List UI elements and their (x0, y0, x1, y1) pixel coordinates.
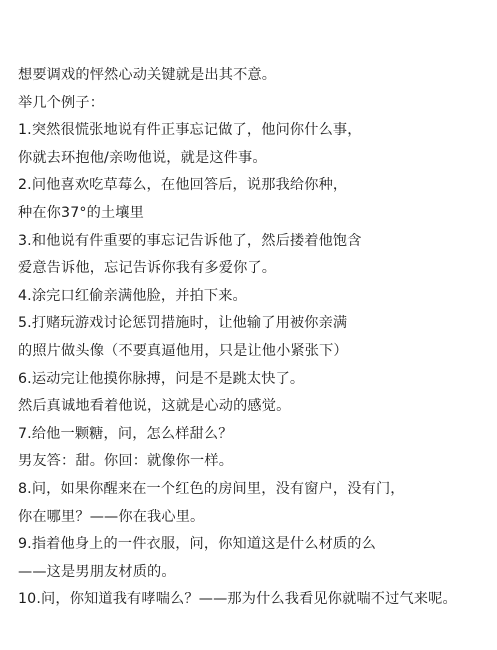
text-line-item-4: 4.涂完口红偷亲满他脸，并拍下来。 (18, 287, 247, 304)
text-line-item-9-cont: ——这是男朋友材质的。 (18, 563, 176, 580)
text-line-item-1: 1.突然很慌张地说有件正事忘记做了，他问你什么事， (18, 122, 362, 139)
text-line-item-1-cont: 你就去环抱他/亲吻他说，就是这件事。 (18, 149, 267, 166)
text-line-item-5-cont: 的照片做头像（不要真逼他用，只是让他小紧张下） (18, 342, 348, 359)
text-line-item-9: 9.指着他身上的一件衣服，问，你知道这是什么材质的么 (18, 536, 376, 553)
text-line-item-7-cont: 男友答：甜。你回：就像你一样。 (18, 453, 234, 470)
text-line-item-6-cont: 然后真诚地看着他说，这就是心动的感觉。 (18, 398, 291, 415)
text-line-item-2-cont: 种在你37°的土壤里 (18, 204, 144, 221)
text-line-intro: 想要调戏的怦然心动关键就是出其不意。 (18, 67, 277, 83)
text-line-item-7: 7.给他一颗糖，问，怎么样甜么？ (18, 425, 233, 442)
text-line-item-6: 6.运动完让他摸你脉搏，问是不是跳太快了。 (18, 370, 305, 387)
document-body (18, 62, 488, 614)
text-line-item-10: 10.问，你知道我有哮喘么？——那为什么我看见你就喘不过气来呢。 (18, 591, 457, 608)
text-line-item-8: 8.问，如果你醒来在一个红色的房间里，没有窗户，没有门， (18, 480, 405, 497)
text-line-item-8-cont: 你在哪里？——你在我心里。 (18, 508, 205, 525)
text-line-item-2: 2.问他喜欢吃草莓么，在他回答后，说那我给你种， (18, 177, 348, 194)
text-line-item-3-cont: 爱意告诉他，忘记告诉你我有多爱你了。 (18, 260, 277, 277)
text-line-examples-heading: 举几个例子： (18, 94, 105, 111)
text-line-item-3: 3.和他说有件重要的事忘记告诉他了，然后搂着他饱含 (18, 232, 362, 249)
text-line-item-5: 5.打赌玩游戏讨论惩罚措施时，让他输了用被你亲满 (18, 315, 348, 332)
